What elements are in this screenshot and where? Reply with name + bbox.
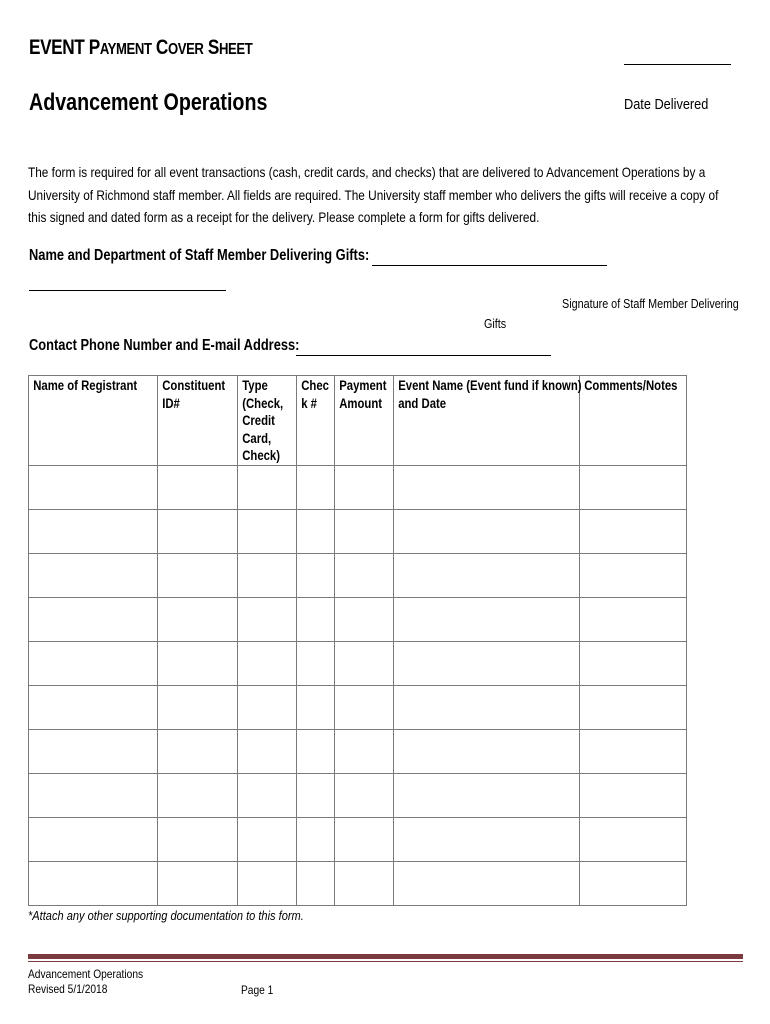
- column-header: Event Name (Event fund if known) and Date: [394, 376, 580, 466]
- table-cell[interactable]: [29, 510, 158, 554]
- column-header: Payment Amount: [335, 376, 394, 466]
- table-cell[interactable]: [580, 510, 687, 554]
- staff-name-label: Name and Department of Staff Member Delivering Gifts:: [29, 247, 370, 264]
- footer-dept: Advancement Operations: [28, 967, 144, 981]
- table-cell[interactable]: [297, 642, 335, 686]
- table-cell[interactable]: [335, 686, 394, 730]
- footer-rule: [28, 954, 743, 959]
- table-cell[interactable]: [29, 554, 158, 598]
- contact-label: Contact Phone Number and E-mail Address:: [29, 337, 300, 354]
- table-cell[interactable]: [297, 686, 335, 730]
- table-cell[interactable]: [580, 774, 687, 818]
- table-cell[interactable]: [29, 686, 158, 730]
- table-cell[interactable]: [394, 466, 580, 510]
- table-cell[interactable]: [580, 554, 687, 598]
- table-cell[interactable]: [158, 554, 238, 598]
- date-delivered-line[interactable]: [624, 64, 731, 65]
- table-cell[interactable]: [158, 730, 238, 774]
- signature-label-line2: Gifts: [484, 316, 507, 331]
- table-cell[interactable]: [335, 598, 394, 642]
- table-cell[interactable]: [158, 642, 238, 686]
- table-cell[interactable]: [394, 510, 580, 554]
- table-cell[interactable]: [158, 774, 238, 818]
- table-cell[interactable]: [297, 730, 335, 774]
- table-cell[interactable]: [158, 466, 238, 510]
- table-cell[interactable]: [580, 862, 687, 906]
- table-cell[interactable]: [580, 818, 687, 862]
- table-row: [29, 774, 687, 818]
- footer-rule-thin: [28, 961, 743, 962]
- attach-note: *Attach any other supporting documentation to this form.: [28, 908, 304, 923]
- table-cell[interactable]: [238, 686, 297, 730]
- table-cell[interactable]: [158, 686, 238, 730]
- table-row: [29, 598, 687, 642]
- intro-paragraph: The form is required for all event transactions (cash, credit cards, and checks) that are delivered to Advancement Operations by a University of Richmond staff member. All fields are required. The University staff member who delivers the gifts will receive a copy of this signed and dated form as a receipt for the delivery. Please complete a form for gifts delivered.: [28, 164, 719, 225]
- column-header: Comments/Notes: [580, 376, 687, 466]
- table-cell[interactable]: [29, 862, 158, 906]
- footer-info: [28, 967, 143, 997]
- registrant-table: [28, 375, 687, 906]
- table-row: [29, 466, 687, 510]
- table-cell[interactable]: [29, 598, 158, 642]
- table-cell[interactable]: [335, 818, 394, 862]
- table-cell[interactable]: [158, 818, 238, 862]
- table-cell[interactable]: [394, 642, 580, 686]
- page-number: Page 1: [241, 983, 274, 997]
- table-cell[interactable]: [394, 686, 580, 730]
- table-row: [29, 554, 687, 598]
- table-row: [29, 862, 687, 906]
- table-row: [29, 818, 687, 862]
- column-header: Constituent ID#: [158, 376, 238, 466]
- table-cell[interactable]: [394, 818, 580, 862]
- table-cell[interactable]: [238, 730, 297, 774]
- form-title: EVENT PAYMENT COVER SHEET: [29, 36, 253, 59]
- table-cell[interactable]: [394, 730, 580, 774]
- table-cell[interactable]: [394, 774, 580, 818]
- table-cell[interactable]: [29, 774, 158, 818]
- table-cell[interactable]: [29, 818, 158, 862]
- table-cell[interactable]: [394, 554, 580, 598]
- table-cell[interactable]: [580, 686, 687, 730]
- table-row: [29, 642, 687, 686]
- table-cell[interactable]: [580, 642, 687, 686]
- column-header: Name of Registrant: [29, 376, 158, 466]
- table-cell[interactable]: [297, 510, 335, 554]
- table-cell[interactable]: [297, 862, 335, 906]
- table-cell[interactable]: [580, 730, 687, 774]
- table-cell[interactable]: [297, 554, 335, 598]
- table-cell[interactable]: [297, 774, 335, 818]
- table-row: [29, 510, 687, 554]
- table-cell[interactable]: [580, 598, 687, 642]
- table-cell[interactable]: [238, 554, 297, 598]
- table-cell[interactable]: [29, 642, 158, 686]
- table-cell[interactable]: [335, 862, 394, 906]
- table-body: [29, 466, 687, 906]
- table-cell[interactable]: [297, 466, 335, 510]
- staff-signature-line[interactable]: [29, 290, 226, 291]
- table-cell[interactable]: [335, 642, 394, 686]
- table-cell[interactable]: [238, 642, 297, 686]
- table-cell[interactable]: [158, 862, 238, 906]
- table-header-row: [29, 376, 687, 466]
- signature-label-line1: Signature of Staff Member Delivering: [562, 296, 739, 311]
- column-header: Chec k #: [297, 376, 335, 466]
- table-cell[interactable]: [297, 598, 335, 642]
- table-cell[interactable]: [238, 818, 297, 862]
- table-cell[interactable]: [394, 862, 580, 906]
- table-cell[interactable]: [335, 466, 394, 510]
- table-cell[interactable]: [394, 598, 580, 642]
- table-cell[interactable]: [158, 510, 238, 554]
- table-cell[interactable]: [29, 730, 158, 774]
- table-row: [29, 730, 687, 774]
- table-cell[interactable]: [238, 510, 297, 554]
- table-row: [29, 686, 687, 730]
- table-cell[interactable]: [238, 774, 297, 818]
- department-title: Advancement Operations: [29, 89, 268, 116]
- table-cell[interactable]: [580, 466, 687, 510]
- table-cell[interactable]: [238, 598, 297, 642]
- table-cell[interactable]: [335, 554, 394, 598]
- date-delivered-label: Date Delivered: [624, 96, 709, 113]
- column-header: Type (Check, Credit Card, Check): [238, 376, 297, 466]
- table-cell[interactable]: [335, 510, 394, 554]
- table-cell[interactable]: [335, 730, 394, 774]
- footer-revised: Revised 5/1/2018: [28, 982, 108, 996]
- table-cell[interactable]: [335, 774, 394, 818]
- staff-name-line[interactable]: [372, 265, 607, 266]
- table-cell[interactable]: [238, 466, 297, 510]
- table-cell[interactable]: [158, 598, 238, 642]
- table-cell[interactable]: [29, 466, 158, 510]
- contact-line[interactable]: [296, 355, 551, 356]
- table-cell[interactable]: [297, 818, 335, 862]
- table-cell[interactable]: [238, 862, 297, 906]
